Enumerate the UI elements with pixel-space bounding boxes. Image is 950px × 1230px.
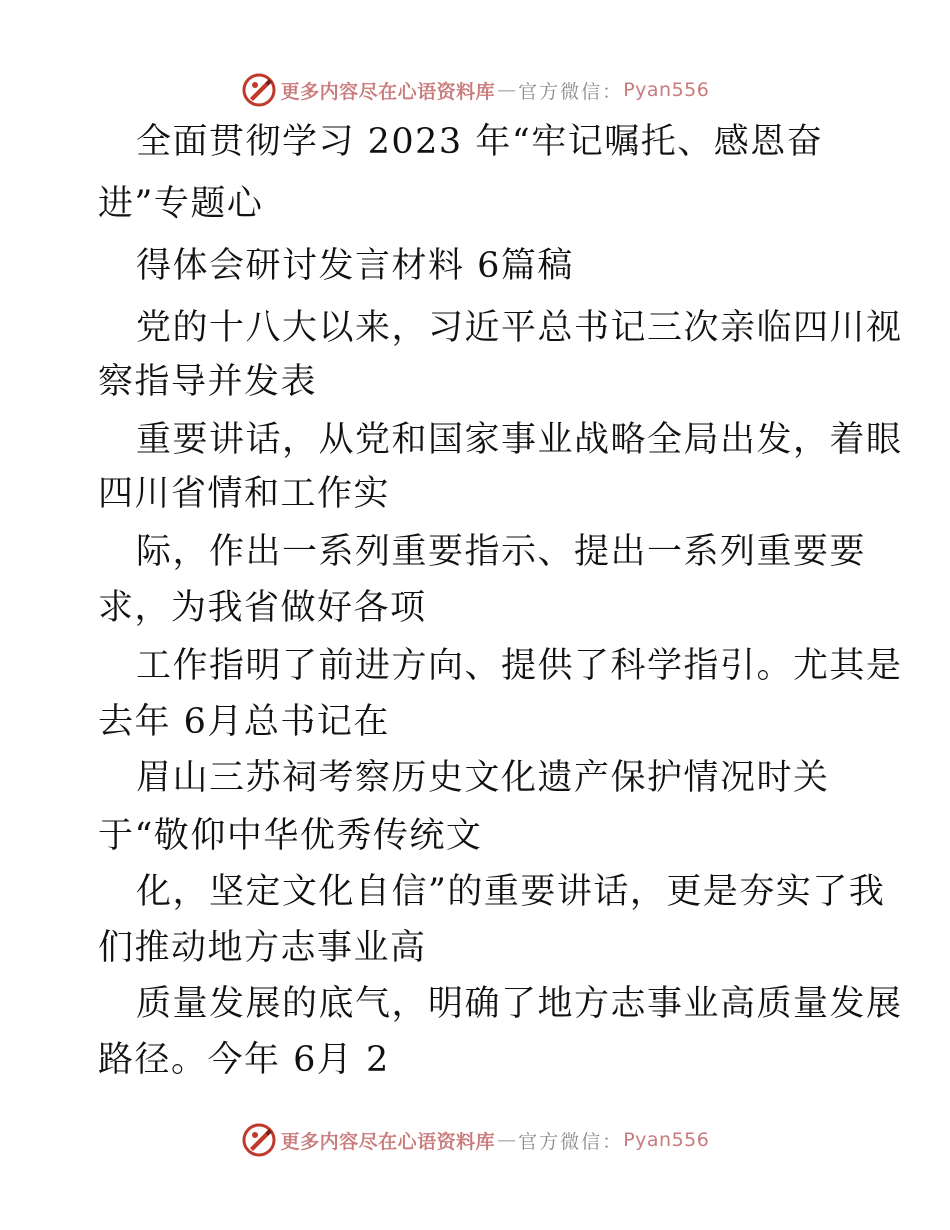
title-line-2: 进”专题心 (98, 184, 264, 224)
watermark-sub-text: 官方微信： (518, 1130, 624, 1153)
watermark-dash: — (497, 79, 517, 101)
paragraph-line: 于“敬仰中华优秀传统文 (98, 816, 483, 856)
paragraph-line: 们推动地方志事业高 (98, 928, 427, 968)
title-line-3: 得体会研讨发言材料 6篇稿 (136, 246, 574, 286)
brand-logo-icon (241, 1122, 277, 1158)
watermark-main-text: 更多内容尽在心语资料库 (280, 1130, 496, 1153)
watermark-dash: — (497, 1129, 517, 1151)
header-watermark (0, 70, 950, 110)
paragraph-line: 求，为我省做好各项 (98, 588, 427, 628)
paragraph-line: 眉山三苏祠考察历史文化遗产保护情况时关 (136, 758, 830, 798)
paragraph-line: 路径。今年 6月 2 (98, 1040, 390, 1080)
paragraph-line: 际，作出一系列重要指示、提出一系列重要要 (136, 532, 867, 572)
paragraph-line: 党的十八大以来，习近平总书记三次亲临四川视 (136, 308, 903, 348)
watermark-sub-text: 官方微信： (518, 80, 624, 103)
paragraph-line: 去年 6月总书记在 (98, 702, 390, 742)
paragraph-line: 化，坚定文化自信”的重要讲话，更是夯实了我 (136, 872, 886, 912)
watermark-wechat-id: Pyan556 (623, 79, 710, 101)
paragraph-line: 质量发展的底气，明确了地方志事业高质量发展 (136, 984, 903, 1024)
footer-watermark (0, 1120, 950, 1160)
watermark-wechat-id: Pyan556 (623, 1129, 710, 1151)
paragraph-line: 重要讲话，从党和国家事业战略全局出发，着眼 (136, 420, 903, 460)
brand-logo-icon (241, 72, 277, 108)
title-line-1: 全面贯彻学习 2023 年“牢记嘱托、感恩奋 (136, 122, 824, 162)
paragraph-line: 察指导并发表 (98, 362, 318, 402)
paragraph-line: 四川省情和工作实 (98, 474, 391, 514)
paragraph-line: 工作指明了前进方向、提供了科学指引。尤其是 (136, 646, 903, 686)
watermark-main-text: 更多内容尽在心语资料库 (280, 80, 496, 103)
